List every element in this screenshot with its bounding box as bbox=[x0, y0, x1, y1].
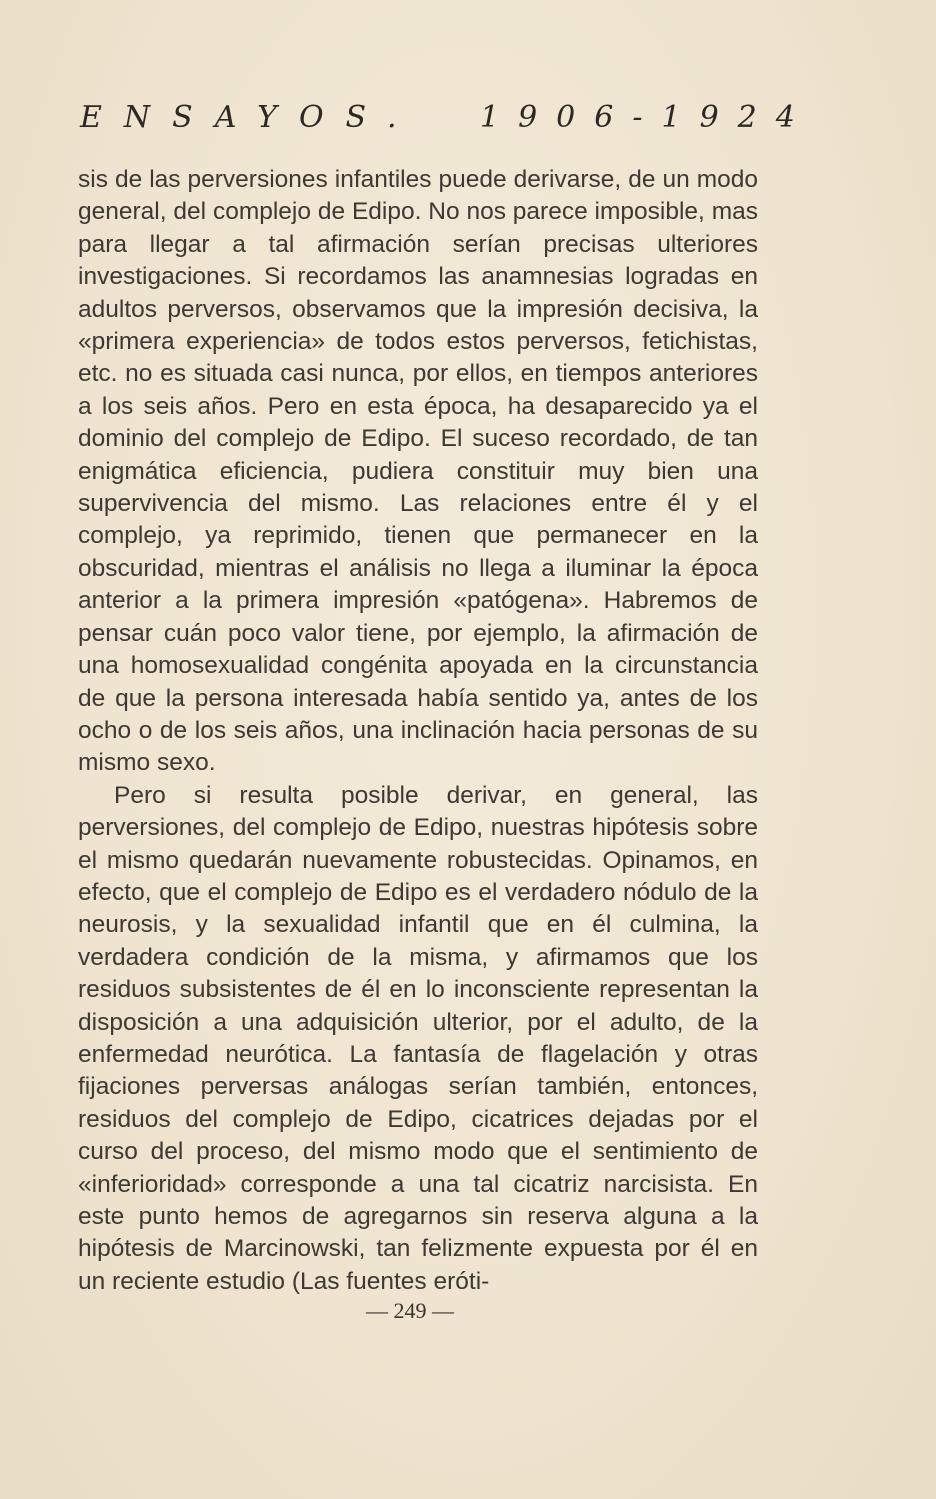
paragraph-continued: sis de las perversiones infantiles puede derivarse, de un modo general, del complejo de Edipo. No nos parece imposible, mas para llegar a tal afirmación serían precisas ulteriores investigaciones. Si recordamos las anamnesias logradas en adultos perversos, observamos que la impresión decisiva, la «primera experiencia» de todos estos perversos, fetichistas, etc. no es situada casi nunca, por ellos, en tiempos anteriores a los seis años. Pero en esta época, ha desaparecido ya el dominio del complejo de Edipo. El suceso recordado, de tan enigmática eficiencia, pudiera constituir muy bien una supervivencia del mismo. Las relaciones entre él y el complejo, ya reprimido, tienen que permanecer en la obscuridad, mientras el análisis no llega a iluminar la época anterior a la primera impresión «patógena». Habremos de pensar cuán poco valor tiene, por ejemplo, la afirmación de una homosexualidad congénita apoyada en la circunstancia de que la persona interesada había sentido ya, antes de los ocho o de los seis años, una inclinación hacia personas de su mismo sexo. bbox=[78, 166, 758, 777]
running-head bbox=[80, 100, 814, 135]
paragraph: Pero si resulta posible derivar, en general, las perversiones, del complejo de Edipo, nuestras hipótesis sobre el mismo quedarán nuevamente robustecidas. Opinamos, en efecto, que el complejo de Edipo es el verdadero nódulo de la neurosis, y la sexualidad infantil que en él culmina, la verdadera condición de la misma, y afirmamos que los residuos subsistentes de él en lo inconsciente representan la disposición a una adquisición ulterior, por el adulto, de la enfermedad neurótica. La fantasía de flagelación y otras fijaciones perversas análogas serían también, entonces, residuos del complejo de Edipo, cicatrices dejadas por el curso del proceso, del mismo modo que el sentimiento de «inferioridad» corresponde a una tal cicatriz narcisista. En este punto hemos de agregarnos sin reserva alguna a la hipótesis de Marcinowski, tan felizmente expuesta por él en un reciente estudio (Las fuentes eróti- bbox=[78, 781, 758, 1295]
page-number: — 249 — bbox=[366, 1298, 454, 1323]
running-head-years: 1906-1924 bbox=[480, 100, 814, 135]
running-head-title: ENSAYOS. bbox=[80, 100, 419, 135]
body-text bbox=[78, 164, 758, 1298]
